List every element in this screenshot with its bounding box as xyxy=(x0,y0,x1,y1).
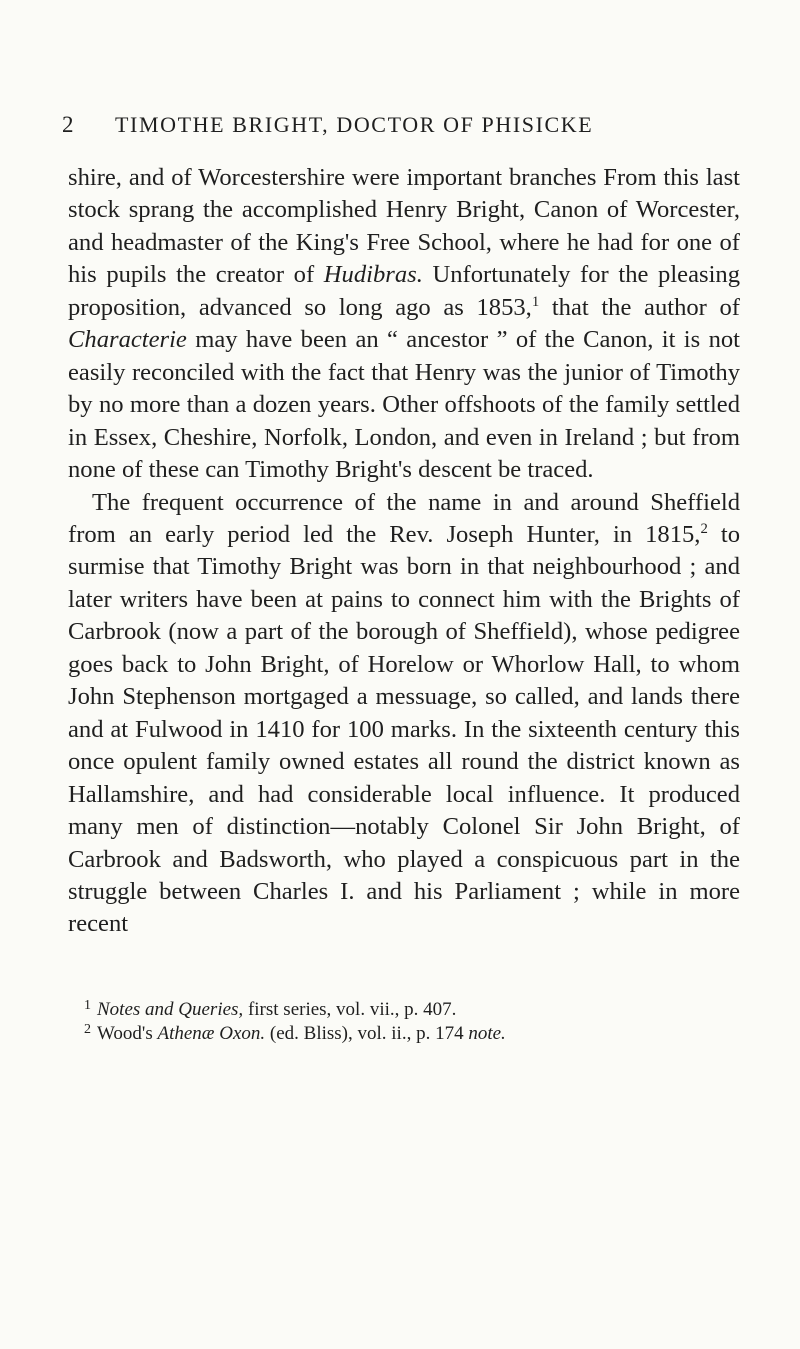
text-span: that the author of xyxy=(539,293,740,321)
text-span: Unfortunately for the pleasing proposition, advanced so long ago as 1853, xyxy=(68,261,740,321)
page-number: 2 xyxy=(62,112,75,137)
footnote-mark: 2 xyxy=(84,1021,91,1037)
paragraph-2 xyxy=(68,487,740,941)
running-title: TIMOTHE BRIGHT, DOCTOR OF PHISICKE xyxy=(115,112,594,137)
footnote-source-title: Notes and Queries, xyxy=(97,999,244,1020)
text-span: to surmise that Timothy Bright was born in that neighbourhood ; and later writers have been at pains to connect him with the Brights of Carbrook (now a part of the borough of Sheffield), whose pedigree goes back to John Bright, of Horelow or Whorlow Hall, to whom John Stephenson mortgaged a messuage, so called, and lands there and at Fulwood in 1410 for 100 marks. In the sixteenth century this once opulent family owned estates all round the district known as Hallamshire, and had considerable local influence. It produced many men of distinction—notably Colonel Sir John Bright, of Carbrook and Badsworth, who played a conspicuous part in the struggle between Charles I. and his Parliament ; while in more recent xyxy=(68,520,740,938)
paragraph-1 xyxy=(68,162,740,487)
text-span: shire, and of Worcestershire were important branches From this last stock sprang the accomplished Henry Bright, Canon of Worcester, and headmaster of the King's Free School, where he had for one of his pupils the creator of xyxy=(68,164,740,289)
footnote-source-title: Athenæ Oxon. xyxy=(157,1023,266,1044)
italic-title-characterie: Characterie xyxy=(68,326,187,354)
footnote-ref-1: 1 xyxy=(531,293,540,310)
text-span: may have been an “ ancestor ” of the Canon, it is not easily reconciled with the fact that Henry was the junior of Timothy by no more than a dozen years. Other offshoots of the family settled in Essex, Cheshire, Norfolk, London, and even in Ireland ; but from none of these can Timothy Bright's descent be traced. xyxy=(68,326,740,484)
footnote-2 xyxy=(84,1022,764,1046)
footnote-note: note. xyxy=(468,1023,506,1044)
italic-title-hudibras: Hudibras. xyxy=(323,261,423,289)
footnote-text: Wood's xyxy=(97,1023,158,1044)
page-header xyxy=(0,112,800,142)
footnote-mark: 1 xyxy=(84,997,91,1013)
footnotes xyxy=(84,998,764,1046)
footnote-ref-2: 2 xyxy=(700,521,708,538)
footnote-1 xyxy=(84,998,764,1022)
footnote-text: first series, vol. vii., p. 407. xyxy=(243,999,457,1020)
footnote-text: (ed. Bliss), vol. ii., p. 174 xyxy=(265,1023,469,1044)
body-text xyxy=(68,162,740,941)
text-span: The frequent occurrence of the name in and around Sheffield from an early period led the Rev. Joseph Hunter, in 1815, xyxy=(68,488,740,548)
